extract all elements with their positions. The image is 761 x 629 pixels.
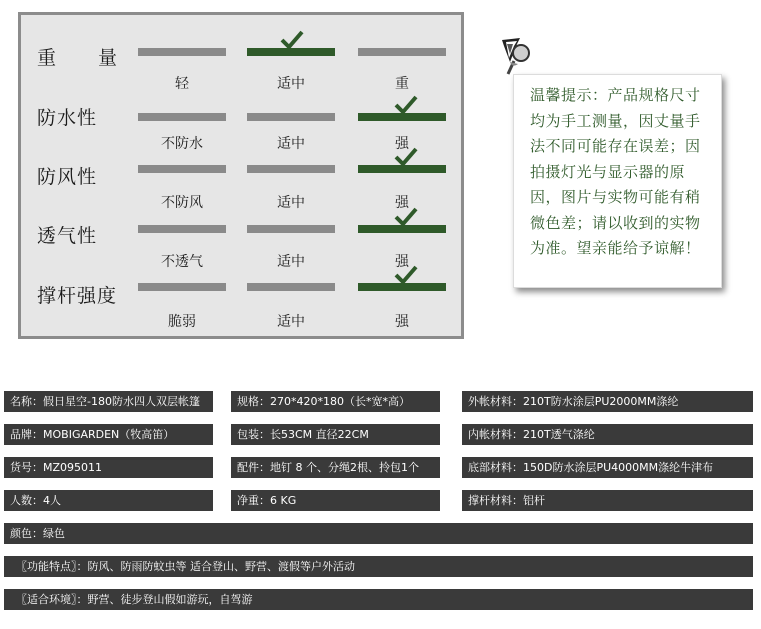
tip-note [513,74,722,288]
pushpin-icon [490,34,534,78]
rating-bar [358,48,446,56]
spec-color: 颜色：绿色 [4,523,753,544]
spec-item-number: 货号：MZ095011 [4,457,213,478]
rating-label-pole-strength: 撑杆强度 [37,285,118,307]
spec-floor-material: 底部材料：150D防水涂层PU4000MM涤纶牛津布 [462,457,753,478]
check-icon [394,95,418,115]
rating-option: 强 [395,136,409,152]
spec-features: 〖功能特点〗：防风、防雨防蚊虫等 适合登山、野营、渡假等户外活动 [4,556,753,577]
rating-bar [247,165,335,173]
rating-option: 强 [395,314,409,330]
rating-option: 适中 [277,76,305,92]
rating-label-weight: 重 量 [37,47,136,69]
check-icon [280,30,304,50]
rating-option: 适中 [277,195,305,211]
rating-option: 重 [395,76,409,92]
rating-option: 适中 [277,136,305,152]
rating-option: 脆弱 [168,314,196,330]
spec-inner-material: 内帐材料：210T透气涤纶 [462,424,753,445]
spec-environment: 〖适合环境〗：野营、徒步登山假如游玩，自驾游 [4,589,753,610]
spec-brand: 品牌：MOBIGARDEN（牧高笛） [4,424,213,445]
rating-option: 轻 [175,76,189,92]
rating-bar [138,165,226,173]
rating-bar [247,113,335,121]
rating-panel [18,12,464,339]
check-icon [394,265,418,285]
rating-bar [247,283,335,291]
rating-option: 不透气 [161,254,203,270]
rating-label-windproof: 防风性 [37,166,98,188]
rating-bar [138,283,226,291]
check-icon [394,207,418,227]
spec-package: 包装：长53CM 直径22CM [231,424,440,445]
spec-weight: 净重：6 KG [231,490,440,511]
rating-bar [247,225,335,233]
spec-pole-material: 撑杆材料：铝杆 [462,490,753,511]
rating-option: 强 [395,195,409,211]
rating-label-breathability: 透气性 [37,225,98,247]
spec-name: 名称：假日星空-180防水四人双层帐篷 [4,391,213,412]
rating-option: 适中 [277,254,305,270]
rating-option: 不防水 [161,136,203,152]
rating-label-waterproof: 防水性 [37,107,98,129]
rating-bar [138,48,226,56]
rating-option: 强 [395,254,409,270]
spec-outer-material: 外帐材料：210T防水涂层PU2000MM涤纶 [462,391,753,412]
rating-bar [138,225,226,233]
rating-option: 适中 [277,314,305,330]
check-icon [394,147,418,167]
spec-capacity: 人数：4人 [4,490,213,511]
rating-option: 不防风 [161,195,203,211]
rating-bar [138,113,226,121]
tip-text: 温馨提示：产品规格尺寸均为手工测量，因丈量手法不同可能存在误差；因拍摄灯光与显示器的原因，图片与实物可能有稍微色差；请以收到的实物为准。望亲能给予谅解！ [530,86,701,257]
spec-size: 规格：270*420*180（长*宽*高） [231,391,440,412]
spec-accessories: 配件：地钉 8 个、分绳2根、拎包1个 [231,457,440,478]
